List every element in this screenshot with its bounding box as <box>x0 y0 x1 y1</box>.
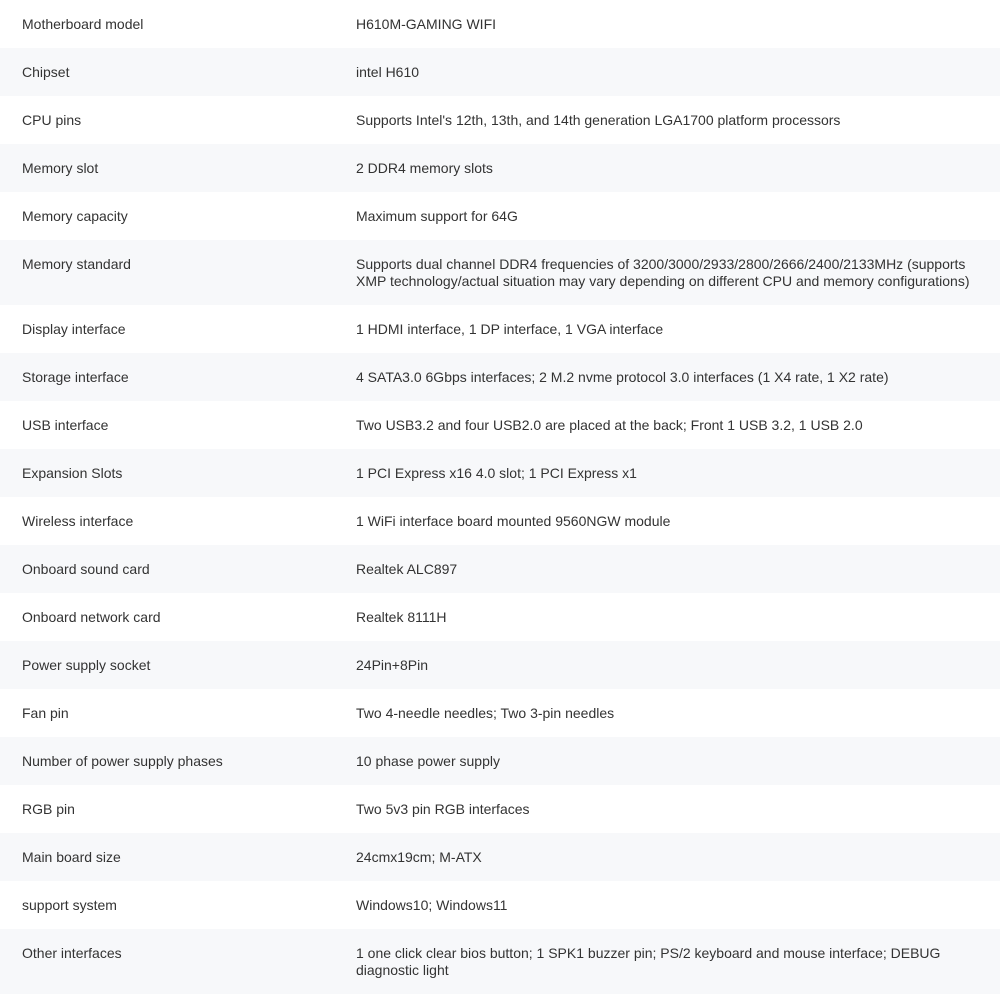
spec-row <box>0 192 1000 240</box>
spec-label: Expansion Slots <box>22 464 123 481</box>
spec-label: Onboard sound card <box>22 560 150 577</box>
spec-row <box>0 785 1000 833</box>
spec-label: RGB pin <box>22 800 75 817</box>
spec-value: Two 5v3 pin RGB interfaces <box>356 800 530 817</box>
spec-value: Realtek ALC897 <box>356 560 458 577</box>
spec-row <box>0 545 1000 593</box>
spec-row <box>0 593 1000 641</box>
spec-row <box>0 305 1000 353</box>
spec-label: Power supply socket <box>22 656 151 673</box>
spec-value: intel H610 <box>356 63 420 80</box>
spec-label: Memory capacity <box>22 207 128 224</box>
spec-row <box>0 353 1000 401</box>
spec-row <box>0 737 1000 785</box>
spec-row <box>0 881 1000 929</box>
spec-value: 1 one click clear bios button; 1 SPK1 buzzer pin; PS/2 keyboard and mouse interface; DEBUG diagnostic light <box>356 944 941 978</box>
spec-row <box>0 833 1000 881</box>
spec-value: H610M-GAMING WIFI <box>356 15 497 32</box>
spec-value: 2 DDR4 memory slots <box>356 159 493 176</box>
spec-label: Main board size <box>22 848 121 865</box>
spec-label: Chipset <box>22 63 70 80</box>
spec-row <box>0 929 1000 994</box>
spec-value: Windows10; Windows11 <box>356 896 508 913</box>
spec-row <box>0 96 1000 144</box>
spec-row <box>0 144 1000 192</box>
spec-value: Two 4-needle needles; Two 3-pin needles <box>356 704 615 721</box>
spec-label: Onboard network card <box>22 608 161 625</box>
spec-label: Fan pin <box>22 704 69 721</box>
spec-label: Other interfaces <box>22 944 122 961</box>
spec-row <box>0 497 1000 545</box>
spec-row <box>0 240 1000 305</box>
spec-label: USB interface <box>22 416 109 433</box>
spec-value: 24Pin+8Pin <box>356 656 429 673</box>
spec-value: Maximum support for 64G <box>356 207 518 224</box>
spec-row <box>0 641 1000 689</box>
spec-label: Memory standard <box>22 255 131 272</box>
spec-row <box>0 401 1000 449</box>
spec-label: Motherboard model <box>22 15 144 32</box>
spec-value: 10 phase power supply <box>356 752 500 769</box>
spec-value: 1 HDMI interface, 1 DP interface, 1 VGA interface <box>356 320 664 337</box>
spec-value: Supports dual channel DDR4 frequencies of 3200/3000/2933/2800/2666/2400/2133MHz (supports XMP technology/actual situation may vary depending on different CPU and memory configurations) <box>356 255 970 289</box>
spec-value: Realtek 8111H <box>356 608 447 625</box>
spec-value: Supports Intel's 12th, 13th, and 14th generation LGA1700 platform processors <box>356 111 841 128</box>
spec-row <box>0 0 1000 48</box>
spec-label: Wireless interface <box>22 512 134 529</box>
spec-label: CPU pins <box>22 111 82 128</box>
spec-label: support system <box>22 896 117 913</box>
spec-value: 1 WiFi interface board mounted 9560NGW module <box>356 512 671 529</box>
spec-value: 24cmx19cm; M-ATX <box>356 848 482 865</box>
spec-value: 1 PCI Express x16 4.0 slot; 1 PCI Express x1 <box>356 464 637 481</box>
spec-label: Memory slot <box>22 159 99 176</box>
spec-value: 4 SATA3.0 6Gbps interfaces; 2 M.2 nvme protocol 3.0 interfaces (1 X4 rate, 1 X2 rate) <box>356 368 889 385</box>
spec-row <box>0 449 1000 497</box>
spec-label: Storage interface <box>22 368 129 385</box>
spec-label: Number of power supply phases <box>22 752 223 769</box>
spec-row <box>0 689 1000 737</box>
spec-value: Two USB3.2 and four USB2.0 are placed at the back; Front 1 USB 3.2, 1 USB 2.0 <box>356 416 863 433</box>
spec-row <box>0 48 1000 96</box>
spec-label: Display interface <box>22 320 126 337</box>
